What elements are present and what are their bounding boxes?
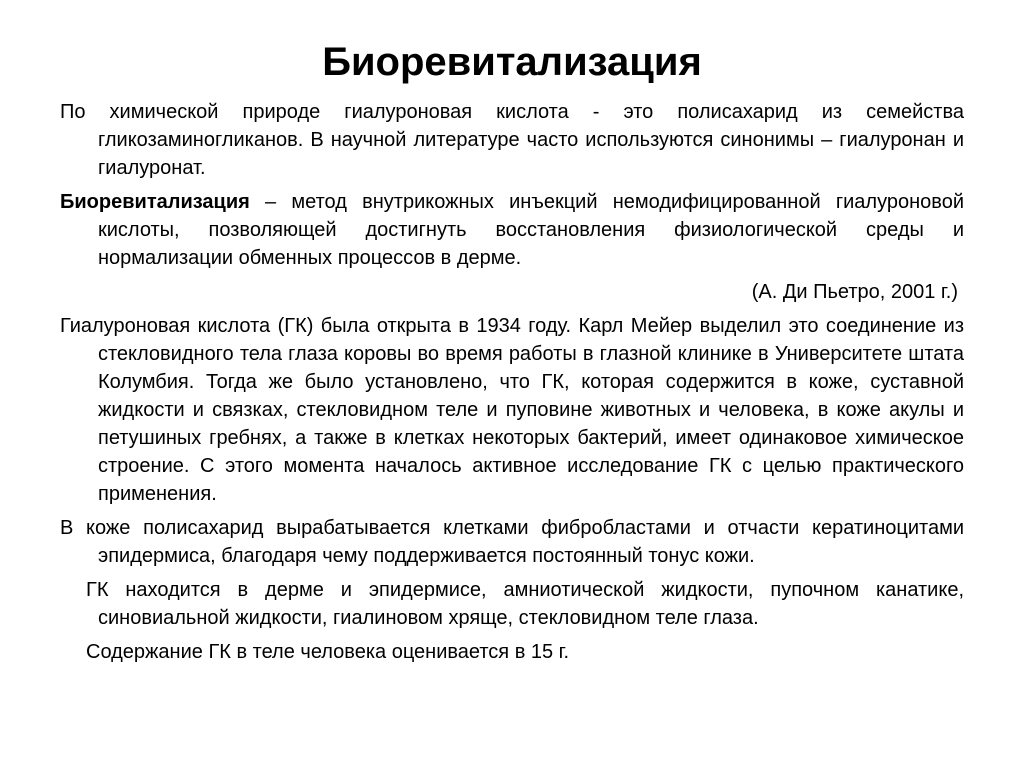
paragraph-definition <box>60 188 964 272</box>
paragraph-content-amount: Содержание ГК в теле человека оценивается в 15 г. <box>86 641 570 663</box>
paragraph-history: Гиалуроновая кислота (ГК) была открыта в 1934 году. Карл Мейер выделил это соединение из стекловидного тела глаза коровы во время работы в глазной клинике в Университете штата Колумбия. Тогда же было установлено, что ГК, которая содержится в коже, суставной жидкости и связках, стекловидном теле и пуповине животных и человека, в коже акулы и петушиных гребнях, а также в клетках некоторых бактерий, имеет одинаковое химическое строение. С этого момента началось активное исследование ГК с целью практического применения. <box>60 315 964 505</box>
paragraph-skin-production: В коже полисахарид вырабатывается клетками фибробластами и отчасти кератиноцитами эпидермиса, благодаря чему поддерживается постоянный тонус кожи. <box>60 517 964 567</box>
paragraph-chemistry: По химической природе гиалуроновая кислота - это полисахарид из семейства гликозаминогликанов. В научной литературе часто используются синонимы – гиалуронан и гиалуронат. <box>60 101 964 179</box>
paragraph-locations: ГК находится в дерме и эпидермисе, амниотической жидкости, пупочном канатике, синовиальной жидкости, гиалиновом хряще, стекловидном теле глаза. <box>86 579 964 629</box>
definition-term: Биоревитализация <box>60 191 250 213</box>
slide-body <box>60 98 964 672</box>
definition-text: – метод внутрикожных инъекций немодифицированной гиалуроновой кислоты, позволяющей достигнуть восстановления физиологической среды и нормализации обменных процессов в дерме. <box>98 191 964 269</box>
slide-title: Биоревитализация <box>322 40 702 84</box>
reference-citation: (А. Ди Пьетро, 2001 г.) <box>751 281 958 303</box>
